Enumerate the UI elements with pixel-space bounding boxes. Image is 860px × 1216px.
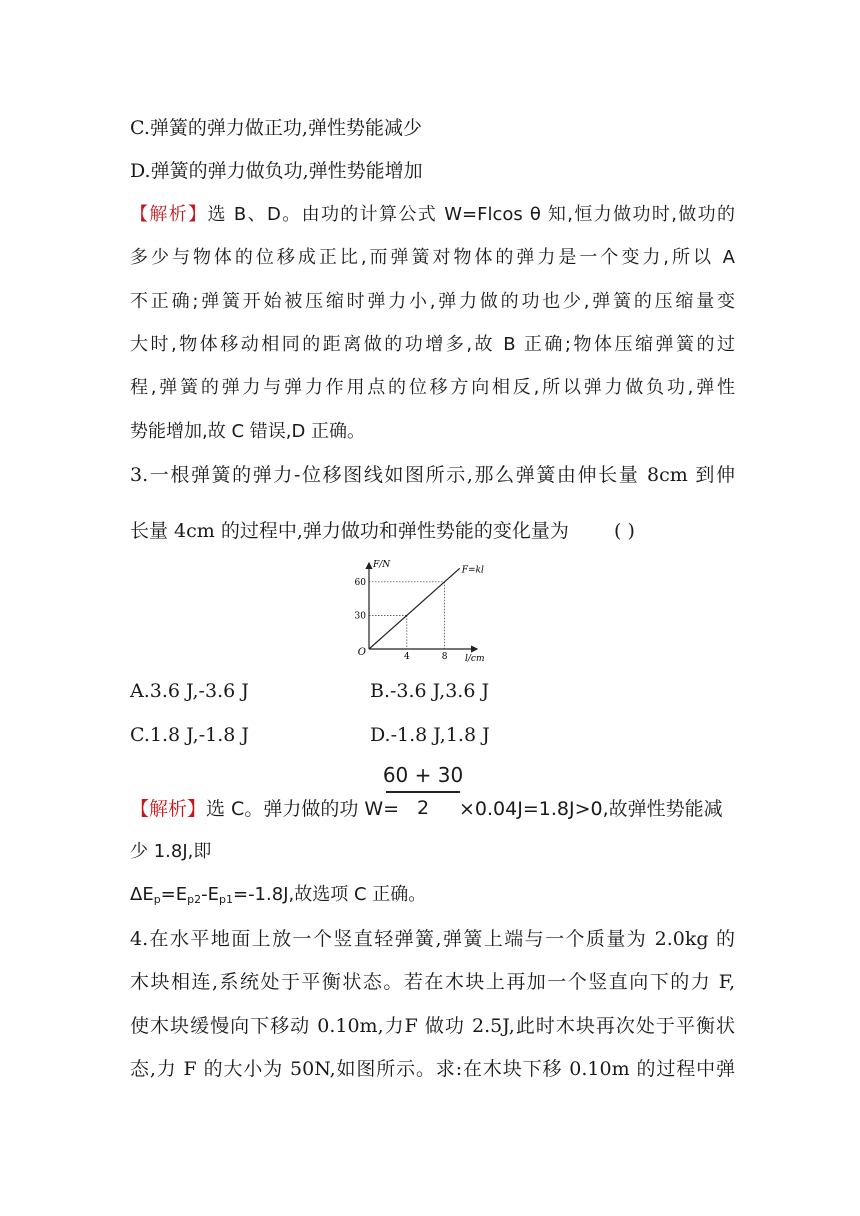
question4-line-1: 4.在水平地面上放一个竖直轻弹簧,弹簧上端与一个质量为 2.0kg 的 bbox=[130, 928, 735, 950]
question4-line-3: 使木块缓慢向下移动 0.10m,力F 做功 2.5J,此时木块再次处于平衡状 bbox=[130, 1015, 735, 1037]
analysis3-line-1-end: ×0.04J=1.8J>0,故弹性势能减 bbox=[459, 798, 723, 820]
analysis-tag: 【解析】 bbox=[130, 204, 208, 225]
x-tick-label: 8 bbox=[441, 652, 448, 662]
y-axis-label: F/N bbox=[373, 560, 391, 570]
option-d: D.-1.8 J,1.8 J bbox=[370, 724, 490, 746]
fraction-numerator: 60 + 30 bbox=[382, 763, 464, 787]
analysis2-line-3: 不正确;弹簧开始被压缩时弹力小,弹力做的功也少,弹簧的压缩量变 bbox=[130, 291, 735, 312]
option-d-prev: D.弹簧的弹力做负功,弹性势能增加 bbox=[130, 160, 423, 182]
fraction-bar bbox=[386, 791, 460, 793]
analysis3-line-1-start: 【解析】选 C。弹力做的功 W= bbox=[130, 798, 400, 820]
question4-line-4: 态,力 F 的大小为 50N,如图所示。求:在木块下移 0.10m 的过程中弹 bbox=[130, 1058, 735, 1080]
analysis-tag-3: 【解析】 bbox=[130, 798, 207, 820]
option-a: A.3.6 J,-3.6 J bbox=[130, 680, 249, 702]
analysis3-line-2: 少 1.8J,即 bbox=[130, 841, 212, 862]
y-tick-label: 60 bbox=[354, 577, 366, 588]
x-axis-label: l/cm bbox=[465, 654, 485, 664]
line-label: F=kl bbox=[461, 565, 484, 576]
question3-line-1: 3.一根弹簧的弹力-位移图线如图所示,那么弹簧由伸长量 8cm 到伸 bbox=[130, 464, 735, 486]
analysis2-line-6: 势能增加,故 C 错误,D 正确。 bbox=[130, 421, 366, 442]
analysis3-line-3: $\Delta E_p=E_{p2}-E_{p1}=-1.8J$,故选项 C 正确。 bbox=[130, 884, 427, 906]
question3-line-2: 长量 4cm 的过程中,弹力做功和弹性势能的变化量为 bbox=[130, 520, 569, 542]
analysis2-line-1: 【解析】选 B、D。由功的计算公式 W=Flcos θ 知,恒力做功时,做功的 bbox=[130, 204, 736, 225]
question4-line-2: 木块相连,系统处于平衡状态。若在木块上再加一个竖直向下的力 F, bbox=[130, 971, 735, 993]
force-displacement-graph bbox=[349, 557, 489, 665]
analysis2-line-5: 程,弹簧的弹力与弹力作用点的位移方向相反,所以弹力做负功,弹性 bbox=[130, 377, 735, 398]
series-line bbox=[369, 568, 460, 649]
option-c: C.1.8 J,-1.8 J bbox=[130, 724, 249, 746]
answer-bracket: ( ) bbox=[614, 520, 635, 542]
origin-label: O bbox=[357, 647, 366, 658]
option-b: B.-3.6 J,3.6 J bbox=[370, 680, 490, 702]
analysis2-line-4: 大时,物体移动相同的距离做的功增多,故 B 正确;物体压缩弹簧的过 bbox=[130, 334, 735, 355]
fraction-denominator: 2 bbox=[416, 797, 430, 819]
y-tick-label: 30 bbox=[354, 611, 366, 622]
analysis2-line-2: 多少与物体的位移成正比,而弹簧对物体的弹力是一个变力,所以 A bbox=[130, 247, 735, 268]
option-c-prev: C.弹簧的弹力做正功,弹性势能减少 bbox=[130, 117, 422, 139]
x-tick-label: 4 bbox=[403, 652, 410, 662]
